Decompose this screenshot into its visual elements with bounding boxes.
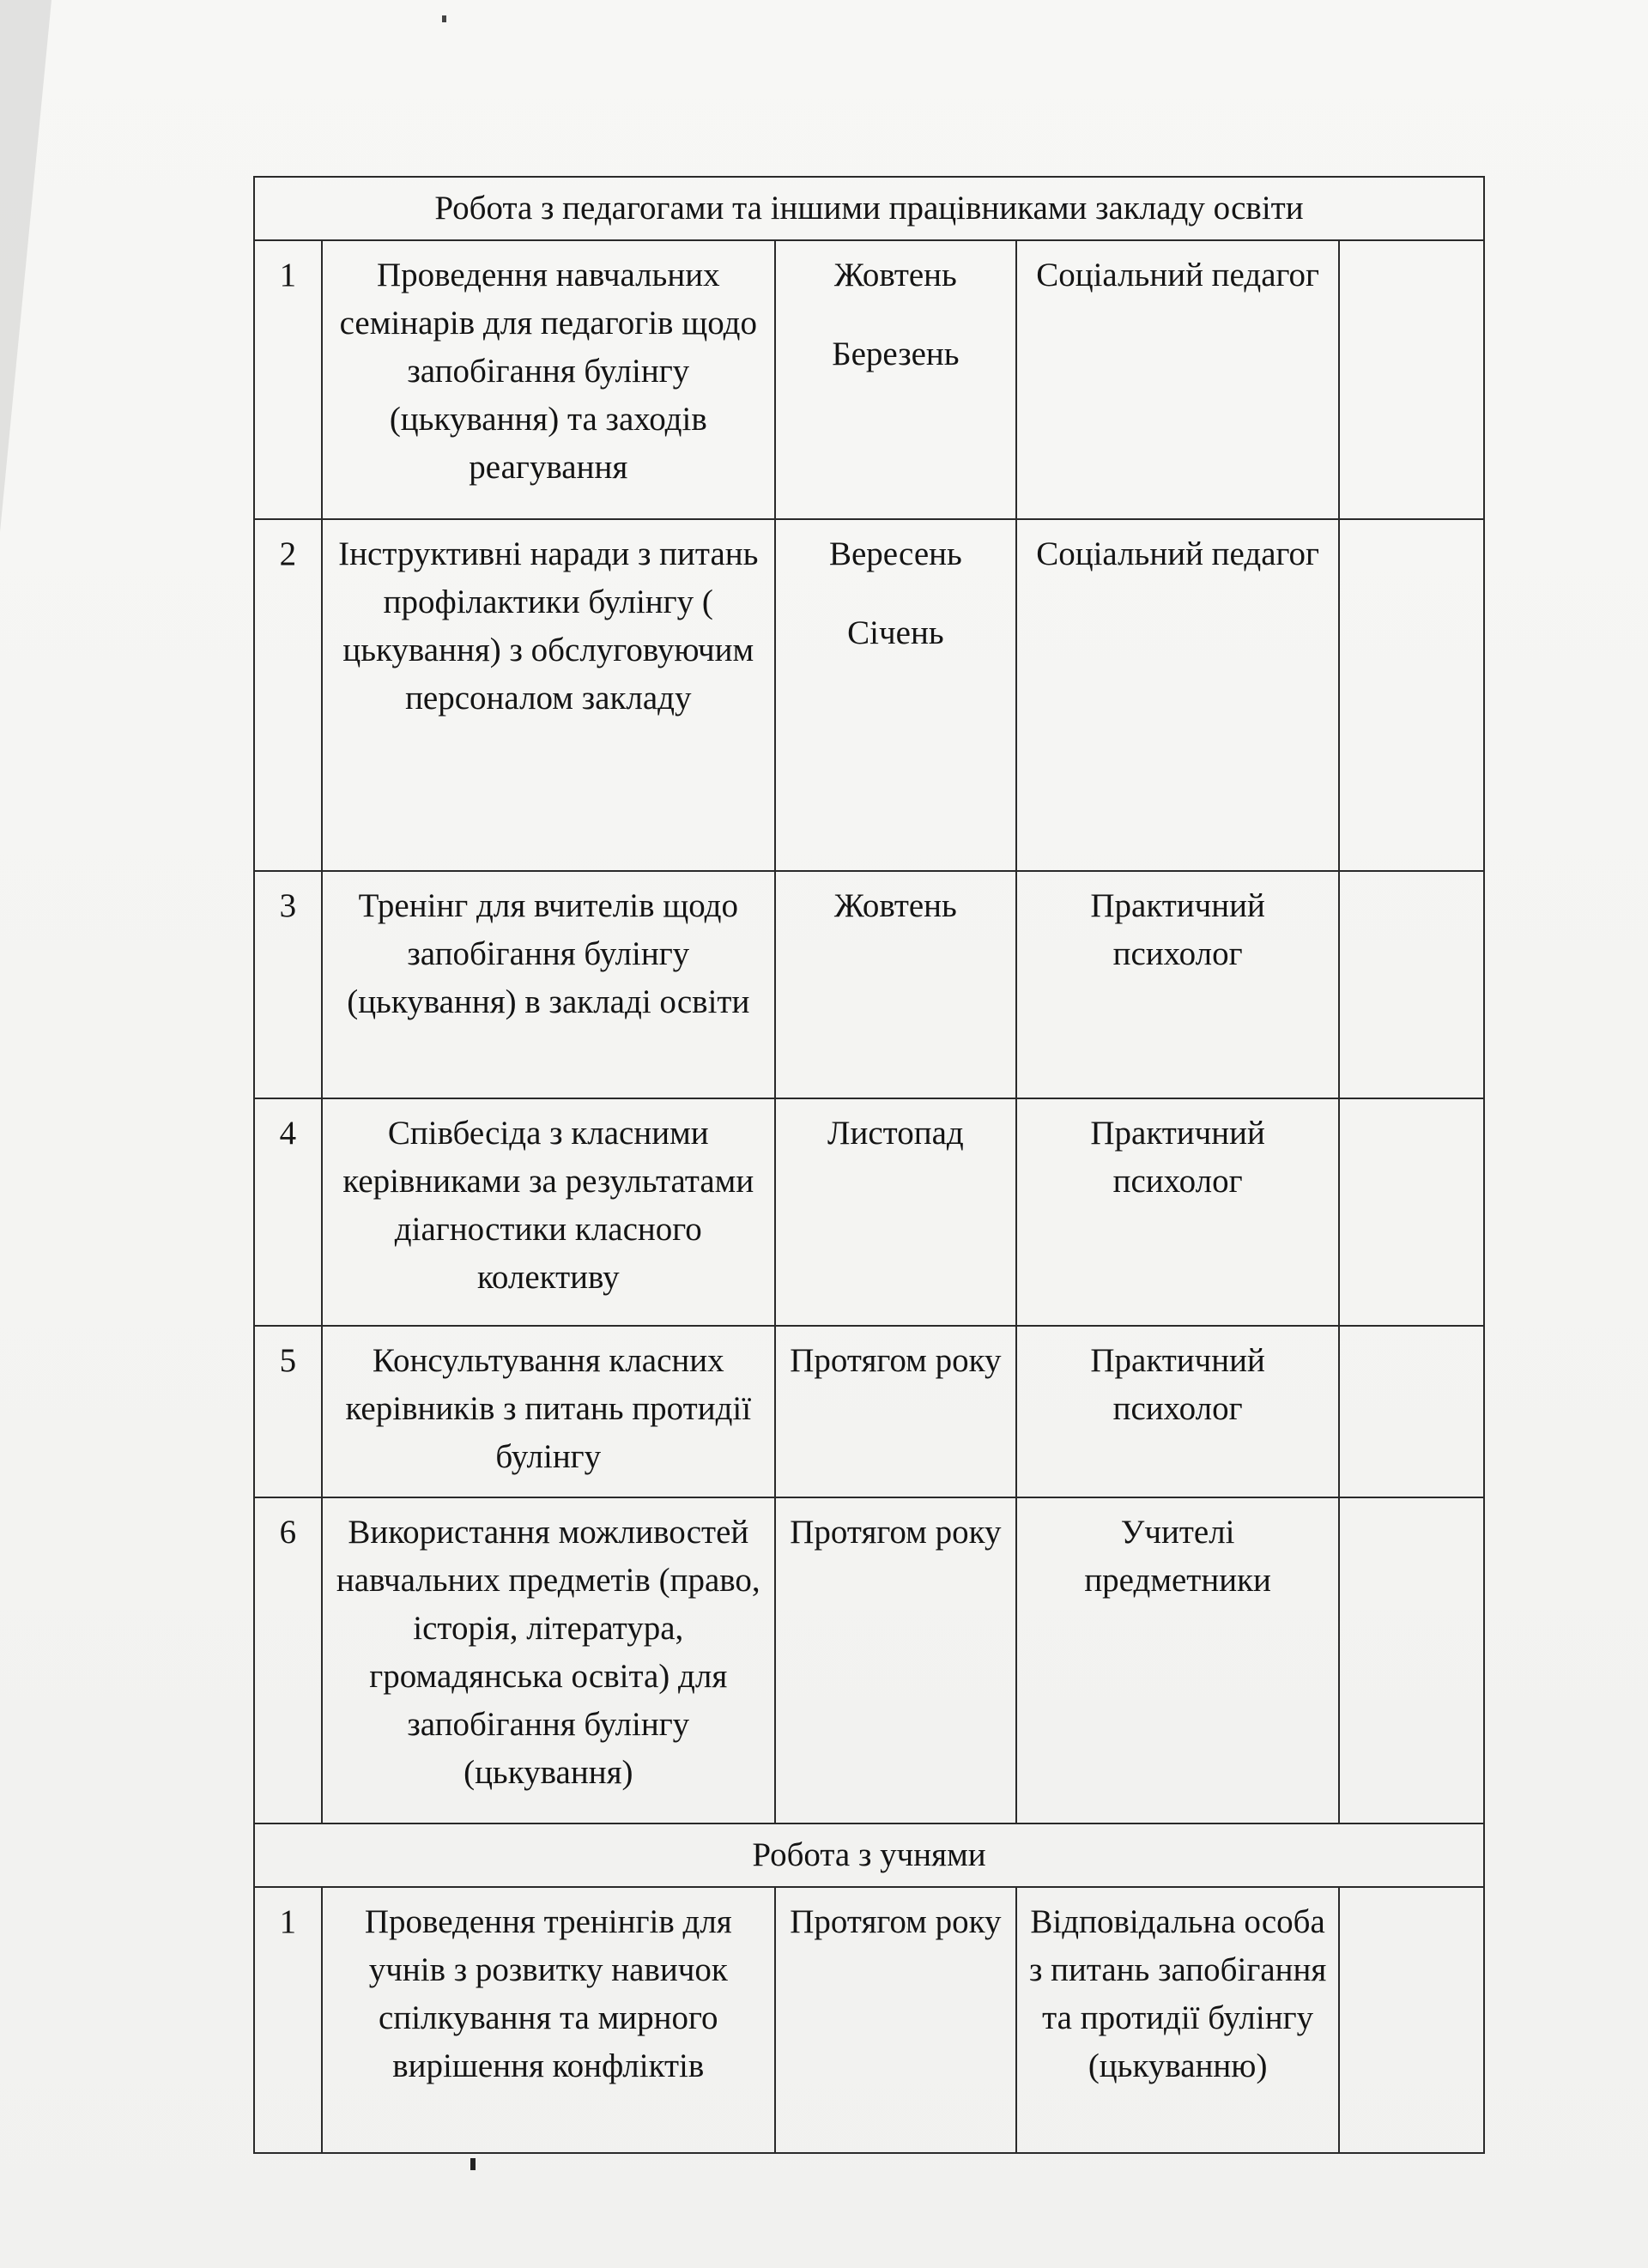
row-term: Вересень (828, 535, 962, 572)
row-activity: Тренінг для вчителів щодо запобігання булінгу (цькування) в закладі освіти (322, 871, 775, 1098)
row-term: Жовтень (833, 257, 957, 293)
row-number: 4 (254, 1098, 322, 1326)
section-title-teachers: Робота з педагогами та іншими працівниками закладу освіти (254, 177, 1484, 240)
row-term: Січень (847, 614, 944, 651)
row-term: Жовтень (833, 887, 957, 924)
row-term: Березень (832, 336, 960, 372)
table-row (254, 871, 1484, 1098)
row-activity: Співбесіда з класними керівниками за результатами діагностики класного колективу (322, 1098, 775, 1326)
row-responsible: Соціальний педагог (1016, 519, 1340, 871)
scan-mark (470, 2158, 476, 2170)
row-note (1339, 519, 1484, 871)
row-activity: Проведення навчальних семінарів для педагогів щодо запобігання булінгу (цькування) та заходів реагування (322, 240, 775, 519)
row-responsible: Практичний психолог (1016, 1098, 1340, 1326)
row-note (1339, 1887, 1484, 2153)
row-note (1339, 1326, 1484, 1497)
row-terms (775, 1887, 1016, 2153)
plan-table (253, 176, 1485, 2154)
row-responsible: Учителі предметники (1016, 1497, 1340, 1823)
row-note (1339, 240, 1484, 519)
table-row (254, 1497, 1484, 1823)
row-terms (775, 871, 1016, 1098)
row-responsible: Практичний психолог (1016, 871, 1340, 1098)
table-row (254, 1887, 1484, 2153)
row-note (1339, 1098, 1484, 1326)
row-activity: Використання можливостей навчальних предметів (право, історія, література, громадянська освіта) для запобігання булінгу (цькування) (322, 1497, 775, 1823)
row-activity: Проведення тренінгів для учнів з розвитку навичок спілкування та мирного вирішення конфліктів (322, 1887, 775, 2153)
row-terms (775, 1497, 1016, 1823)
row-number: 5 (254, 1326, 322, 1497)
row-term: Протягом року (790, 1342, 1002, 1379)
row-note (1339, 1497, 1484, 1823)
row-term: Протягом року (790, 1903, 1002, 1940)
row-term: Протягом року (790, 1514, 1002, 1551)
table-row (254, 519, 1484, 871)
row-terms (775, 519, 1016, 871)
row-number: 1 (254, 240, 322, 519)
table-row (254, 240, 1484, 519)
row-terms (775, 1326, 1016, 1497)
row-note (1339, 871, 1484, 1098)
row-term: Листопад (827, 1115, 964, 1152)
scan-mark (442, 15, 446, 22)
row-number: 2 (254, 519, 322, 871)
row-responsible: Соціальний педагог (1016, 240, 1340, 519)
row-responsible: Відповідальна особа з питань запобігання та протидії булінгу (цькуванню) (1016, 1887, 1340, 2153)
table-row (254, 1326, 1484, 1497)
section-header-students (254, 1823, 1484, 1887)
folded-corner-shadow (0, 0, 52, 532)
row-activity: Інструктивні наради з питань профілактики булінгу ( цькування) з обслуговуючим персоналом закладу (322, 519, 775, 871)
section-header-teachers (254, 177, 1484, 240)
table-row (254, 1098, 1484, 1326)
section-title-students: Робота з учнями (254, 1823, 1484, 1887)
row-number: 3 (254, 871, 322, 1098)
row-terms (775, 240, 1016, 519)
row-responsible: Практичний психолог (1016, 1326, 1340, 1497)
row-number: 6 (254, 1497, 322, 1823)
row-terms (775, 1098, 1016, 1326)
row-number: 1 (254, 1887, 322, 2153)
row-activity: Консультування класних керівників з питань протидії булінгу (322, 1326, 775, 1497)
